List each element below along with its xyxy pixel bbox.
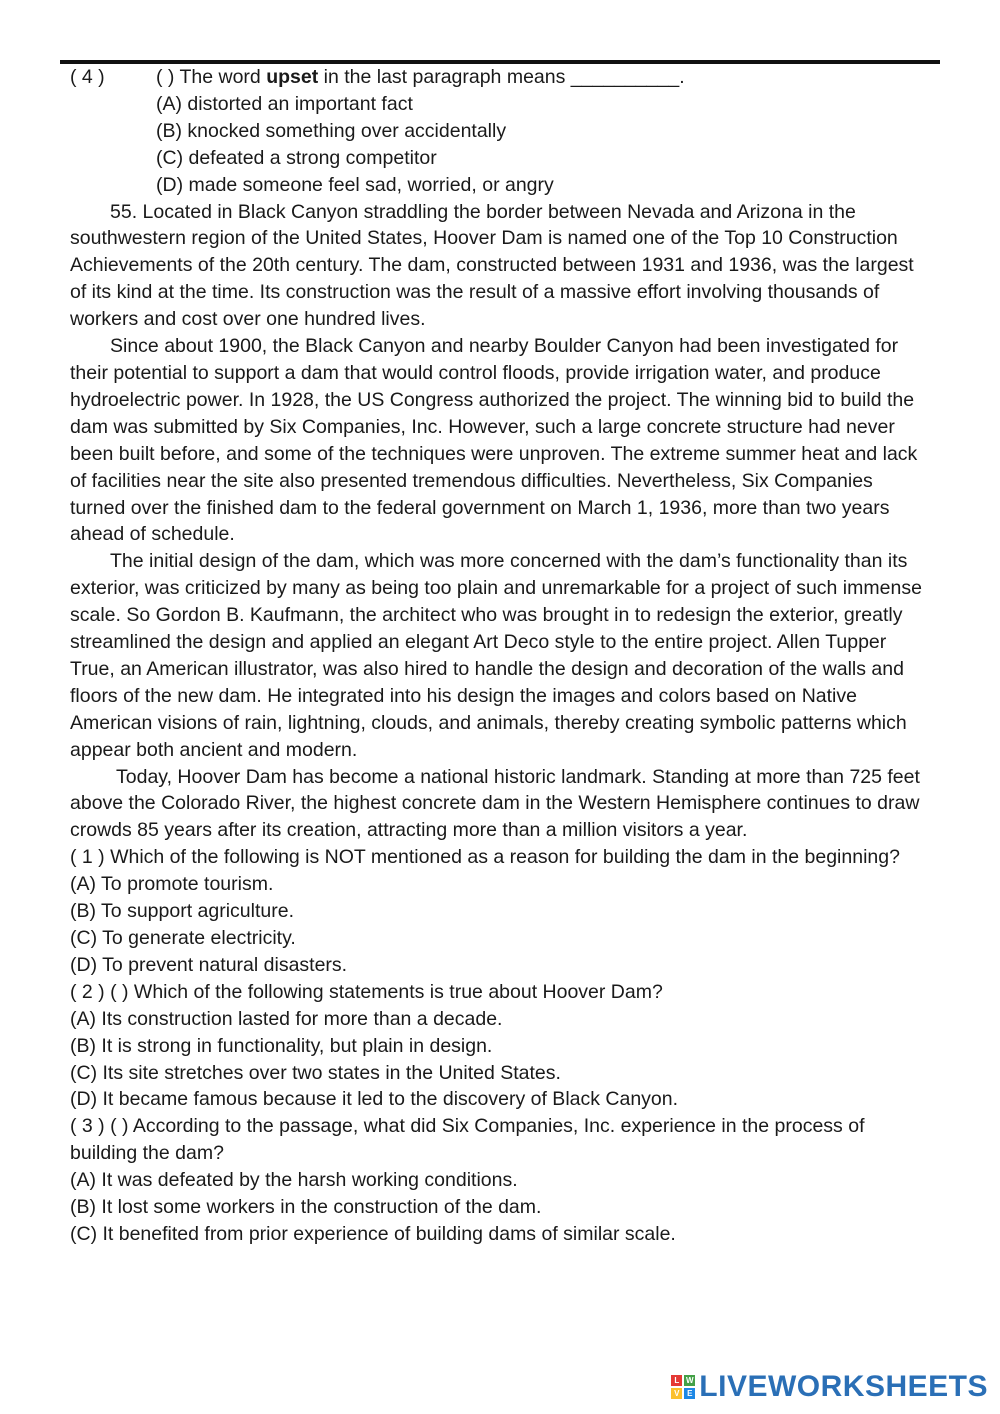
q3-option-a: (A) It was defeated by the harsh working conditions. bbox=[70, 1169, 518, 1192]
option-c: (C) defeated a strong competitor bbox=[156, 146, 437, 169]
passage-paragraph-2: Since about 1900, the Black Canyon and nearby Boulder Canyon had been investigated for their potential to support a dam that would control floods, provide irrigation water, and produce hydroelectric power. In 1928, the US Congress authorized the project. The winning bid to build the dam was submitted by Six Companies, Inc. However, such a large concrete structure had never been built before, and some of the techniques were unproven. The extreme summer heat and lack of facilities near the site also presented tremendous difficulties. Nevertheless, Six Companies turned over the finished dam to the federal government on March 1, 1936, more than two years ahead of schedule. bbox=[70, 335, 918, 546]
keyword: upset bbox=[266, 66, 319, 88]
question-1-stem: ( 1 ) Which of the following is NOT mentioned as a reason for building the dam in the beginning? bbox=[70, 846, 900, 869]
q3-option-b: (B) It lost some workers in the construction of the dam. bbox=[70, 1196, 542, 1219]
option-d: (D) made someone feel sad, worried, or angry bbox=[156, 173, 554, 196]
logo-text: LIVEWORKSHEETS bbox=[699, 1370, 988, 1403]
q2-option-b: (B) It is strong in functionality, but plain in design. bbox=[70, 1034, 493, 1057]
option-b: (B) knocked something over accidentally bbox=[156, 119, 507, 142]
question-2-stem: ( 2 ) ( ) Which of the following statements is true about Hoover Dam? bbox=[70, 980, 663, 1003]
passage-paragraph-1: 55. Located in Black Canyon straddling the border between Nevada and Arizona in the southwestern region of the United States, Hoover Dam is named one of the Top 10 Construction Achievements of the 20th century. The dam, constructed between 1931 and 1936, was the largest of its kind at the time. Its construction was the result of a massive effort involving thousands of workers and cost over one hundred lives. bbox=[70, 200, 914, 331]
question-number: ( 4 ) bbox=[70, 66, 105, 88]
option-a: (A) distorted an important fact bbox=[156, 92, 413, 115]
question-4-stem: ( 4 ) ( ) The word upset in the last paragraph means __________. bbox=[70, 64, 932, 91]
logo-icon bbox=[671, 1375, 695, 1399]
q1-option-b: (B) To support agriculture. bbox=[70, 900, 294, 923]
q3-option-c: (C) It benefited from prior experience of building dams of similar scale. bbox=[70, 1222, 676, 1245]
passage-paragraph-4: Today, Hoover Dam has become a national historic landmark. Standing at more than 725 feet above the Colorado River, the highest concrete dam in the Western Hemisphere continues to draw crowds 85 years after its creation, attracting more than a million visitors a year. bbox=[70, 765, 920, 842]
q2-option-a: (A) Its construction lasted for more than a decade. bbox=[70, 1007, 503, 1030]
worksheet-content bbox=[70, 64, 932, 1248]
q1-option-d: (D) To prevent natural disasters. bbox=[70, 953, 348, 976]
answer-blank[interactable]: ( ) bbox=[156, 66, 175, 88]
logo-tile: E bbox=[684, 1388, 695, 1399]
passage-paragraph-3: The initial design of the dam, which was more concerned with the dam’s functionality than its exterior, was criticized by many as being too plain and unremarkable for a project of such immense scale. So Gordon B. Kaufmann, the architect who was brought in to redesign the exterior, greatly streamlined the design and applied an elegant Art Deco style to the entire project. Allen Tupper True, an American illustrator, was also hired to handle the design and decoration of the walls and floors of the new dam. He integrated into his design the images and colors based on Native American visions of rain, lightning, clouds, and animals, thereby creating symbolic patterns which appear both ancient and modern. bbox=[70, 550, 922, 761]
q2-option-d: (D) It became famous because it led to the discovery of Black Canyon. bbox=[70, 1088, 679, 1111]
logo-tile: W bbox=[686, 1376, 694, 1385]
liveworksheets-logo bbox=[671, 1370, 988, 1404]
q1-option-c: (C) To generate electricity. bbox=[70, 927, 296, 949]
question-3-stem: ( 3 ) ( ) According to the passage, what did Six Companies, Inc. experience in the process of building the dam? bbox=[70, 1115, 865, 1165]
logo-tile: L bbox=[671, 1375, 682, 1386]
q2-option-c: (C) Its site stretches over two states in the United States. bbox=[70, 1061, 561, 1084]
logo-tile: V bbox=[671, 1388, 682, 1399]
q1-option-a: (A) To promote tourism. bbox=[70, 873, 274, 896]
